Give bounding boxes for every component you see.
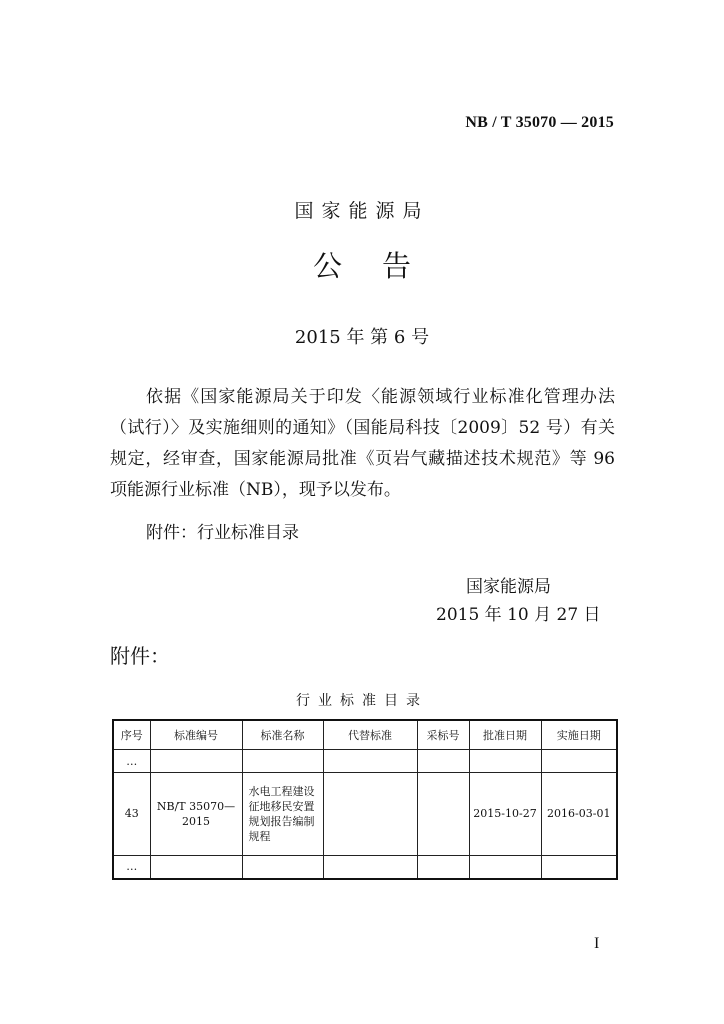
- cell-replaces: [323, 855, 417, 879]
- table-header-row: [113, 720, 617, 750]
- issuer-title: 国家能源局: [294, 200, 430, 222]
- notice-title: 公告: [312, 249, 451, 283]
- cell-adopt: [417, 750, 469, 773]
- column-header: 批准日期: [469, 720, 541, 750]
- cell-seq: …: [113, 855, 150, 879]
- page-number: I: [594, 935, 600, 952]
- column-header: 标准编号: [150, 720, 242, 750]
- cell-effective: 2016-03-01: [541, 773, 617, 855]
- column-header: 代替标准: [323, 720, 417, 750]
- attachment-heading: 附件：: [110, 644, 170, 668]
- signature-date: 2015 年 10 月 27 日: [436, 605, 601, 625]
- cell-name: [242, 750, 323, 773]
- table-title: 行业标准目录: [296, 693, 428, 709]
- table-row: [113, 750, 617, 773]
- notice-body: 依据《国家能源局关于印发〈能源领域行业标准化管理办法（试行）〉及实施细则的通知》（国能局科技〔2009〕52 号）有关规定，经审查，国家能源局批准《页岩气藏描述技术规范》等 96 项能源行业标准（NB），现予以发布。: [110, 387, 615, 500]
- standard-code: NB / T 35070 — 2015: [465, 114, 614, 131]
- table-row: [113, 773, 617, 855]
- cell-code: NB/T 35070—2015: [150, 773, 242, 855]
- cell-approve: 2015-10-27: [469, 773, 541, 855]
- cell-adopt: [417, 855, 469, 879]
- issue-number: 2015 年 第 6 号: [294, 327, 430, 348]
- cell-name: [242, 855, 323, 879]
- cell-effective: [541, 750, 617, 773]
- column-header: 标准名称: [242, 720, 323, 750]
- cell-name: 水电工程建设征地移民安置规划报告编制规程: [242, 773, 323, 855]
- table-row: [113, 855, 617, 879]
- signature-org: 国家能源局: [466, 577, 551, 597]
- cell-code: [150, 855, 242, 879]
- cell-adopt: [417, 773, 469, 855]
- cell-code: [150, 750, 242, 773]
- cell-replaces: [323, 773, 417, 855]
- column-header: 采标号: [417, 720, 469, 750]
- attachment-line: 附件：行业标准目录: [146, 523, 299, 543]
- cell-seq: 43: [113, 773, 150, 855]
- cell-effective: [541, 855, 617, 879]
- standards-table: [112, 719, 618, 880]
- cell-replaces: [323, 750, 417, 773]
- cell-seq: …: [113, 750, 150, 773]
- cell-approve: [469, 855, 541, 879]
- cell-approve: [469, 750, 541, 773]
- column-header: 实施日期: [541, 720, 617, 750]
- column-header: 序号: [113, 720, 150, 750]
